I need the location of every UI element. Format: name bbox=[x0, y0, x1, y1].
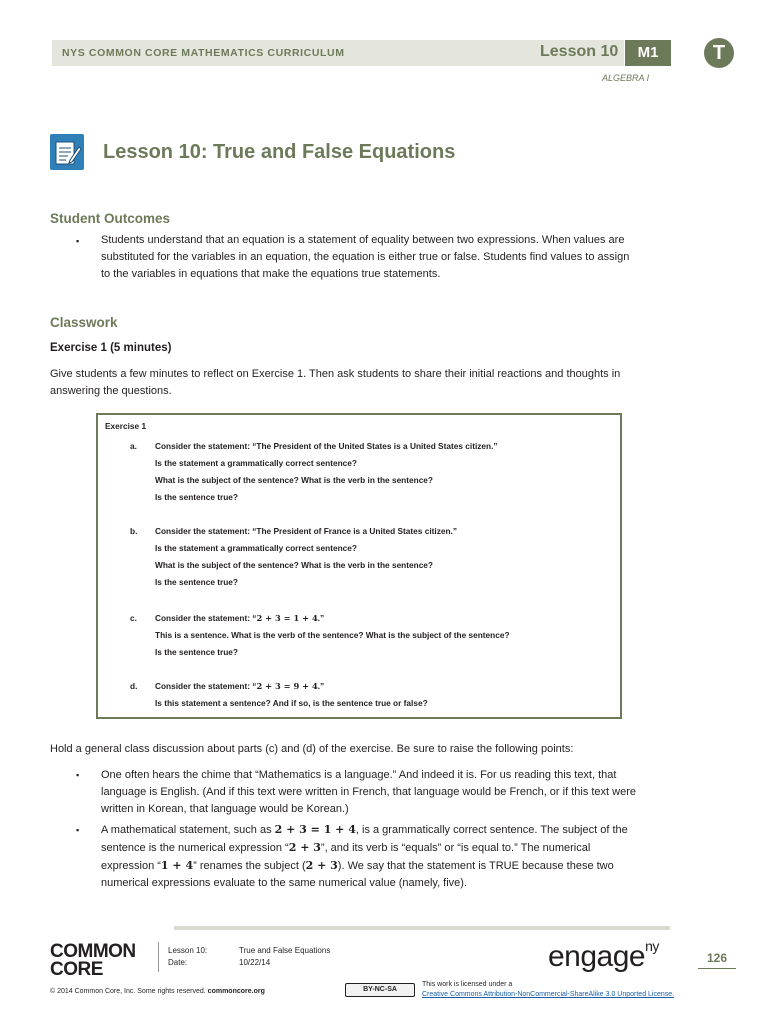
part-line: Is this statement a sentence? And if so, is the sentence true or false? bbox=[155, 698, 428, 708]
footer-date-label: Date: bbox=[168, 958, 188, 967]
common-core-logo: COMMON CORE bbox=[50, 941, 136, 980]
bullet-line: sentence is the numerical expression “2 + 3”, and its verb is “equals” or “is equal to.” The numerical bbox=[101, 841, 591, 854]
license-intro: This work is licensed under a bbox=[422, 981, 513, 988]
module-badge: M1 bbox=[625, 40, 671, 66]
footer-divider bbox=[174, 926, 670, 930]
part-line: Consider the statement: “2 + 3 = 9 + 4.” bbox=[155, 681, 325, 691]
engageny-logo: engage$^{ny}$ bbox=[548, 938, 659, 973]
license-link[interactable]: Creative Commons Attribution-NonCommercial-ShareAlike 3.0 Unported License. bbox=[422, 991, 675, 998]
part-line: What is the subject of the sentence? What is the verb in the sentence? bbox=[155, 560, 433, 570]
bullet-line: A mathematical statement, such as 2 + 3 = 1 + 4, is a grammatically correct sentence. The subject of the bbox=[101, 823, 628, 836]
part-c-text bbox=[155, 610, 510, 661]
exercise-heading: Exercise 1 (5 minutes) bbox=[50, 342, 172, 354]
bullet-line: language is English. (And if this text were written in French, that language would be French, or if this text were bbox=[101, 786, 636, 798]
bullet-line: One often hears the chime that “Mathematics is a language.” And indeed it is. For us reading this text, that bbox=[101, 769, 617, 781]
outcomes-text bbox=[101, 232, 701, 283]
bullet-icon: ▪ bbox=[76, 825, 80, 835]
part-line: Consider the statement: “2 + 3 = 1 + 4.” bbox=[155, 613, 325, 623]
intro-line: Give students a few minutes to reflect on Exercise 1. Then ask students to share their initial reactions and thoughts in bbox=[50, 368, 621, 380]
bullet-icon: ▪ bbox=[76, 770, 80, 780]
bullet-line: numerical expressions evaluate to the same numerical value (namely, five). bbox=[101, 877, 468, 889]
bullet-line: expression “1 + 4” renames the subject (2 + 3). We say that the statement is TRUE because these two bbox=[101, 859, 614, 872]
part-line: Consider the statement: “The President of France is a United States citizen.” bbox=[155, 526, 457, 536]
footer-lesson-value: True and False Equations bbox=[239, 946, 331, 955]
part-line: Is the statement a grammatically correct sentence? bbox=[155, 543, 357, 553]
exercise-title: Exercise 1 bbox=[105, 421, 147, 431]
page-title: Lesson 10: True and False Equations bbox=[103, 141, 456, 163]
math-expression: 2 + 3 = 1 + 4 bbox=[274, 823, 356, 836]
discussion-intro: Hold a general class discussion about parts (c) and (d) of the exercise. Be sure to raise the following points: bbox=[50, 743, 574, 755]
part-line: Is the sentence true? bbox=[155, 647, 238, 657]
part-d-label: d. bbox=[130, 681, 138, 691]
part-d-text bbox=[155, 678, 428, 712]
part-line: Is the sentence true? bbox=[155, 577, 238, 587]
part-a-text bbox=[155, 438, 498, 506]
outcomes-heading: Student Outcomes bbox=[50, 211, 171, 226]
page-number-underline bbox=[698, 968, 736, 969]
teacher-badge: T bbox=[704, 38, 734, 68]
outcomes-line: substituted for the variables in an equation, the equation is either true or false. Students find values to assign bbox=[101, 251, 630, 263]
cc-license-badge[interactable]: BY-NC-SA bbox=[345, 983, 415, 997]
footer-date-value: 10/22/14 bbox=[239, 958, 271, 967]
classwork-intro bbox=[50, 366, 690, 400]
part-line: What is the subject of the sentence? What is the verb in the sentence? bbox=[155, 475, 433, 485]
part-line: Is the sentence true? bbox=[155, 492, 238, 502]
page-number: 126 bbox=[706, 951, 728, 965]
math-expression: 2 + 3 = 9 + 4 bbox=[256, 681, 318, 691]
math-expression: 2 + 3 bbox=[305, 859, 338, 872]
footer-separator bbox=[158, 942, 159, 972]
bullet-line: written in Korean, that language would be Korean.) bbox=[101, 803, 349, 815]
part-line: This is a sentence. What is the verb of the sentence? What is the subject of the sentence? bbox=[155, 630, 510, 640]
copyright-site: commoncore.org bbox=[207, 988, 265, 995]
discussion-bullet-1 bbox=[101, 767, 711, 818]
math-expression: 2 + 3 bbox=[288, 841, 321, 854]
footer-lesson-label: Lesson 10: bbox=[168, 946, 208, 955]
part-b-label: b. bbox=[130, 526, 138, 536]
course-label: ALGEBRA I bbox=[602, 73, 650, 83]
intro-line: answering the questions. bbox=[50, 385, 172, 397]
bullet-icon: ▪ bbox=[76, 236, 80, 246]
math-expression: 1 + 4 bbox=[160, 859, 194, 872]
copyright-text: © 2014 Common Core, Inc. Some rights reserved. commoncore.org bbox=[50, 988, 265, 995]
part-line: Is the statement a grammatically correct sentence? bbox=[155, 458, 357, 468]
part-line: Consider the statement: “The President of the United States is a United States citizen.” bbox=[155, 441, 498, 451]
outcomes-line: Students understand that an equation is a statement of equality between two expressions. When values are bbox=[101, 234, 625, 246]
math-expression: 2 + 3 = 1 + 4 bbox=[256, 613, 318, 623]
part-a-label: a. bbox=[130, 441, 137, 451]
part-c-label: c. bbox=[130, 613, 137, 623]
discussion-bullet-2 bbox=[101, 821, 711, 892]
notebook-pencil-icon bbox=[50, 134, 84, 170]
outcomes-line: to the variables in equations that make the equations true statements. bbox=[101, 268, 441, 280]
part-b-text bbox=[155, 523, 457, 591]
curriculum-label: NYS COMMON CORE MATHEMATICS CURRICULUM bbox=[62, 47, 345, 59]
classwork-heading: Classwork bbox=[50, 315, 118, 330]
lesson-label: Lesson 10 bbox=[540, 43, 619, 60]
